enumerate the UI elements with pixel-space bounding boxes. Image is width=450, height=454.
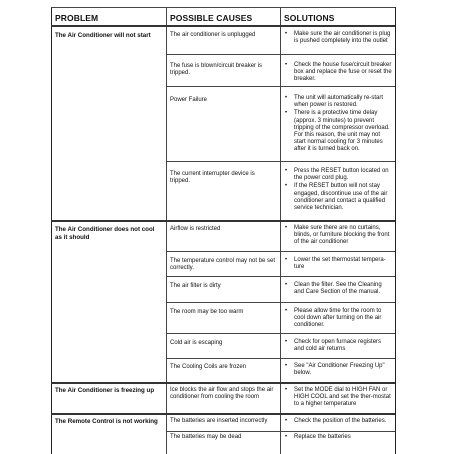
solution-cell <box>284 95 392 155</box>
row-divider <box>166 251 395 252</box>
solution-item: • Please allow time for the room to cool down after turning on the air conditioner. <box>284 308 392 330</box>
solution-item: • Press the RESET button located on the power cord plug. <box>284 168 392 182</box>
solution-cell <box>284 387 392 410</box>
cause-cold-air-escaping: Cold air is escaping <box>170 340 223 346</box>
solution-cell <box>284 62 392 85</box>
cause-unplugged: The air conditioner is unplugged <box>170 32 256 38</box>
problem-will-not-start: The Air Conditioner will not start <box>55 32 151 39</box>
solution-item: • If the RESET button will not stay engaged, discontinue use of the air conditioner and contact a qualified service technician. <box>284 183 392 212</box>
table-top-border <box>51 7 395 8</box>
row-divider <box>166 276 395 277</box>
solution-cell <box>284 308 392 331</box>
row-divider <box>166 358 395 359</box>
row-divider <box>166 302 395 303</box>
solution-cell <box>284 257 392 272</box>
cause-interrupter-tripped: The current interrupter device is tripped. <box>170 171 255 185</box>
row-divider <box>166 54 395 55</box>
cause-temperature-control: The temperature control may not be set correctly. <box>170 258 276 272</box>
cause-batteries-dead: The batteries may be dead <box>170 434 242 440</box>
cause-airflow-restricted: Airflow is restricted <box>170 226 221 232</box>
cause-ice-blocks-airflow: Ice blocks the air flow and stops the air conditioner from cooling the room <box>170 387 274 401</box>
solution-item: • Check the position of the batteries. <box>284 418 392 425</box>
cause-filter-dirty: The air filter is dirty <box>170 283 221 289</box>
solution-cell <box>284 31 392 46</box>
solution-cell <box>284 363 392 378</box>
section-divider <box>51 220 395 222</box>
header-solutions: SOLUTIONS <box>284 13 335 23</box>
section-divider <box>51 382 395 384</box>
solution-item: • There is a protective time delay (approx. 3 minutes) to prevent tripping of the compressor overload. For this reason, the unit may not start normal cooling for 3 minutes after it is turned back on. <box>284 110 392 153</box>
solution-item: • Lower the set thermostat tempera-ture <box>284 257 392 271</box>
solution-item: • Check for open furnace registers and cold air returns <box>284 339 392 353</box>
solution-cell <box>284 418 392 426</box>
cause-coils-frozen: The Cooling Coils are frozen <box>170 364 247 370</box>
solution-cell <box>284 168 392 213</box>
column-divider-causes <box>166 7 167 454</box>
problem-freezing-up: The Air Conditioner is freezing up <box>55 387 155 394</box>
solution-item: • Make sure the air conditioner is plug is pushed completely into the outlet <box>284 31 392 45</box>
solution-item: • Replace the batteries <box>284 434 392 441</box>
cause-room-too-warm: The room may be too warm <box>170 309 244 315</box>
solution-item: • Make sure there are no curtains, blinds, or furniture blocking the front of the air conditioner <box>284 225 392 247</box>
solution-item: • Check the house fuse/circuit breaker box and replace the fuse or reset the breaker. <box>284 62 392 84</box>
solution-item: • See "Air Conditioner Freezing Up" below. <box>284 363 392 377</box>
solution-cell <box>284 339 392 354</box>
solution-item: • The unit will automatically re-start when power is restored. <box>284 95 392 109</box>
section-divider <box>51 413 395 415</box>
problem-remote-not-working: The Remote Control is not working <box>55 418 158 425</box>
solution-item: • Set the MODE dial to HIGH FAN or HIGH COOL and set the ther-mostat to a higher temperature <box>284 387 392 409</box>
row-divider <box>166 161 395 162</box>
row-divider <box>166 333 395 334</box>
header-possible-causes: POSSIBLE CAUSES <box>170 13 253 23</box>
solution-item: • Clean the filter. See the Cleaning and Care Section of the manual. <box>284 282 392 296</box>
cause-power-failure: Power Failure <box>170 97 208 103</box>
table-border-right <box>395 7 396 454</box>
row-divider <box>166 86 395 87</box>
solution-cell <box>284 225 392 248</box>
solution-cell <box>284 282 392 297</box>
problem-does-not-cool: The Air Conditioner does not cool as it should <box>55 226 155 241</box>
header-bottom-border <box>51 25 395 27</box>
solution-cell <box>284 434 392 442</box>
header-problem: PROBLEM <box>55 13 99 23</box>
row-divider <box>166 431 395 432</box>
cause-fuse-blown: The fuse is blown/circuit breaker is tripped. <box>170 63 263 77</box>
cause-batteries-incorrect: The batteries are inserted incorrectly <box>170 418 268 424</box>
table-border-left <box>51 7 52 454</box>
column-divider-solutions <box>280 7 281 454</box>
